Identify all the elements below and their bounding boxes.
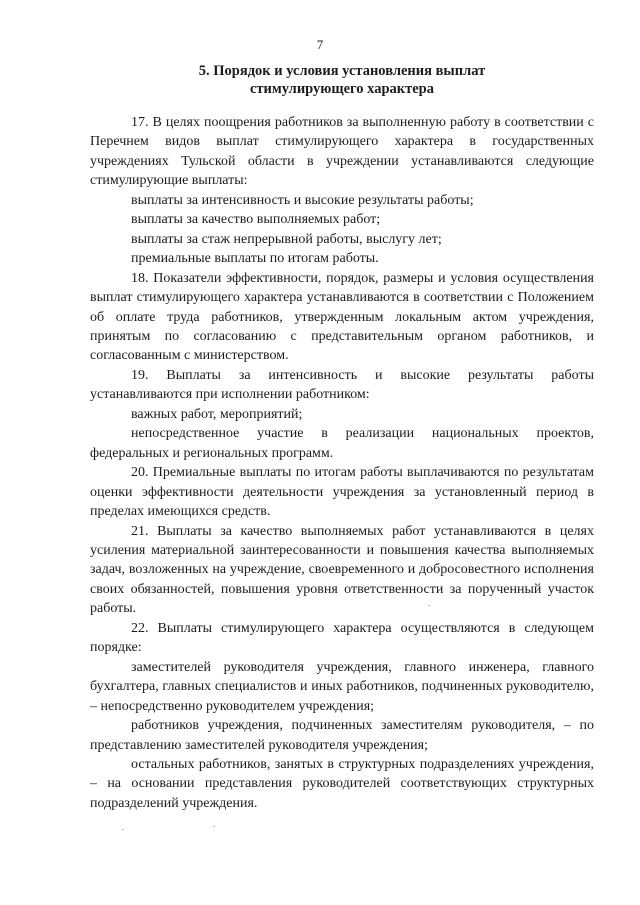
scan-speck <box>428 605 430 606</box>
list-item-22-1: заместителей руководителя учреждения, главного инженера, главного бухгалтера, главных специалистов и иных работников, подчиненных руководителю, – непосредственно руководителем учреждения; <box>90 659 594 714</box>
list-item-17-1: выплаты за интенсивность и высокие результаты работы; <box>131 192 474 208</box>
paragraph-21: 21. Выплаты за качество выполняемых работ устанавливаются в целях усиления материальной заинтересованности и повышения качества выполняемых задач, возложенных на учреждение, своевременного и добросовестного исполнения своих обязанностей, повышения уровня ответственности за порученный участок работы. <box>90 523 594 617</box>
scan-speck <box>122 829 124 830</box>
section-heading-line-2: стимулирующего характера <box>250 81 434 97</box>
paragraph-18: 18. Показатели эффективности, порядок, размеры и условия осуществления выплат стимулирующего характера устанавливаются в соответствии с Положением об оплате труда работников, утвержденным локальным актом учреждения, принятым по согласованию с представительным органом работников, и согласованным с министерством. <box>90 270 594 364</box>
list-item-19-1: важных работ, мероприятий; <box>131 406 303 422</box>
list-item-22-2: работников учреждения, подчиненных заместителям руководителя, – по представлению заместителей руководителя учреждения; <box>90 718 594 753</box>
paragraph-22: 22. Выплаты стимулирующего характера осуществляются в следующем порядке: <box>90 620 594 656</box>
list-item-19-2: непосредственное участие в реализации национальных проектов, федеральных и региональных программ. <box>90 426 594 461</box>
section-heading <box>90 62 594 98</box>
section-body <box>90 113 594 813</box>
scan-speck <box>213 826 215 827</box>
paragraph-19: 19. Выплаты за интенсивность и высокие результаты работы устанавливаются при исполнении работником: <box>90 367 594 403</box>
section-heading-line-1: 5. Порядок и условия установления выплат <box>198 63 486 79</box>
page-number: 7 <box>316 37 324 52</box>
list-item-17-4: премиальные выплаты по итогам работы. <box>131 251 379 267</box>
list-item-17-2: выплаты за качество выполняемых работ; <box>131 212 381 228</box>
list-item-22-3: остальных работников, занятых в структурных подразделениях учреждения, – на основании представления руководителей соответствующих структурных подразделений учреждения. <box>90 756 594 811</box>
paragraph-17: 17. В целях поощрения работников за выполненную работу в соответствии с Перечнем видов выплат стимулирующего характера в государственных учреждениях Тульской области в учреждении устанавливаются следующие стимулирующие выплаты: <box>90 115 594 189</box>
list-item-17-3: выплаты за стаж непрерывной работы, выслугу лет; <box>131 231 442 247</box>
paragraph-20: 20. Премиальные выплаты по итогам работы выплачиваются по результатам оценки эффективности деятельности учреждения за установленный период в пределах имеющихся средств. <box>90 465 594 520</box>
